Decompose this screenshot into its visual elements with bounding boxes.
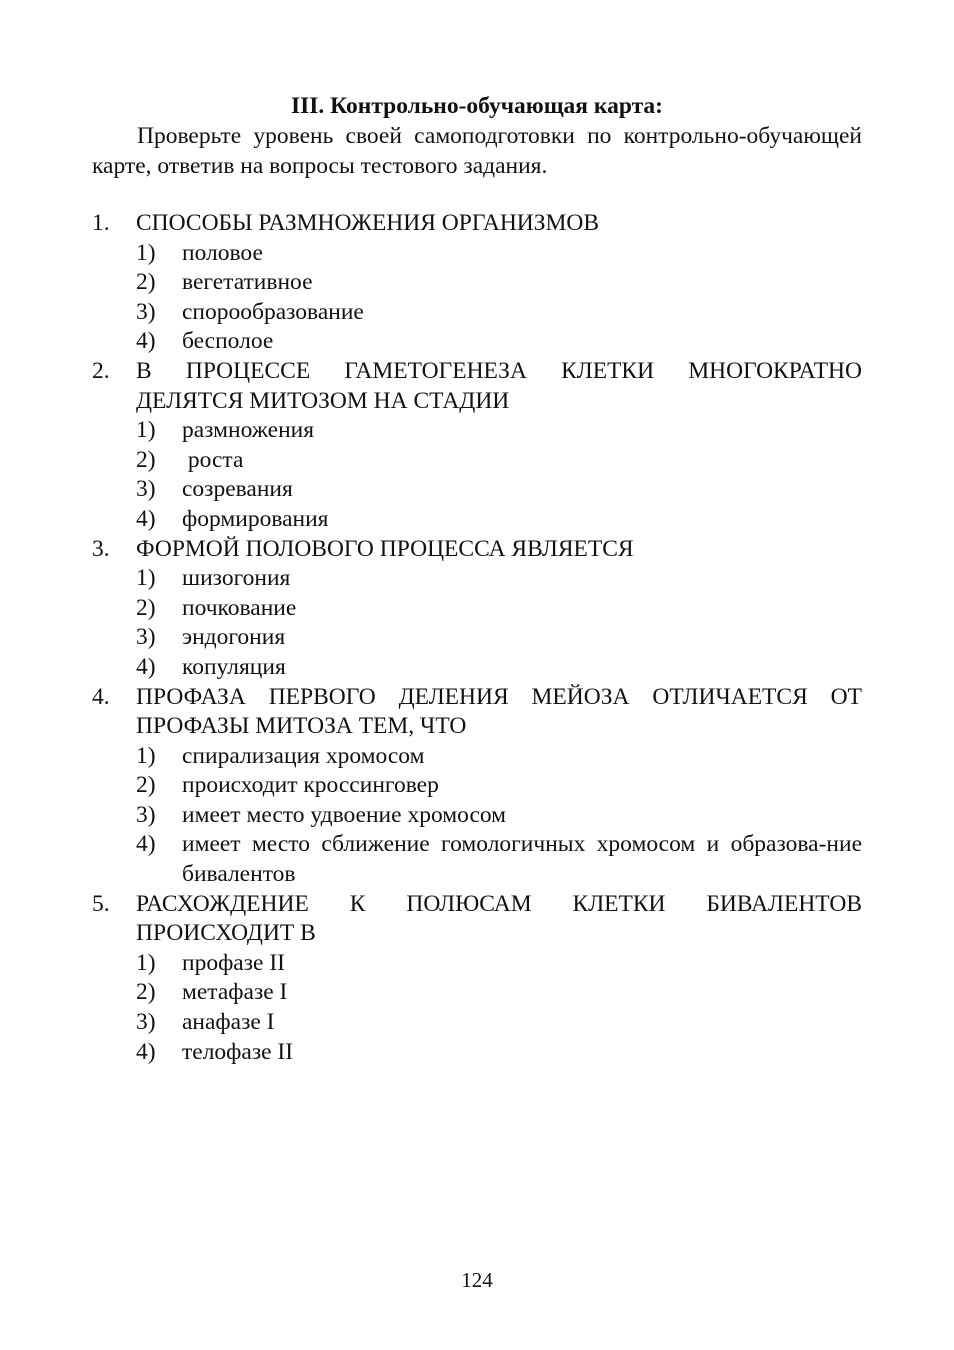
answer-option xyxy=(136,771,862,801)
answer-text: метафазе I xyxy=(182,979,288,1006)
answer-number: 3) xyxy=(136,476,156,503)
answer-number: 4) xyxy=(136,831,156,858)
answer-number: 1) xyxy=(136,565,156,592)
answer-option xyxy=(136,978,862,1008)
intro-paragraph: Проверьте уровень своей самоподготовки по контрольно-обучающей карте, ответив на вопросы тестового задания. xyxy=(92,123,862,179)
answer-option xyxy=(136,653,862,683)
answer-option xyxy=(136,623,862,653)
answer-option xyxy=(136,1008,862,1038)
answer-text: эндогония xyxy=(182,624,286,651)
answer-number: 4) xyxy=(136,328,156,355)
page-number: 124 xyxy=(461,1268,493,1292)
answer-number: 2) xyxy=(136,979,156,1006)
answer-text: профазе II xyxy=(182,949,285,976)
answer-number: 3) xyxy=(136,1009,156,1036)
question-number: 5. xyxy=(92,890,110,917)
answer-number: 2) xyxy=(136,446,156,473)
answer-number: 4) xyxy=(136,1038,156,1065)
answer-text: вегетативное xyxy=(182,269,313,296)
answer-list xyxy=(136,239,862,357)
question-number: 3. xyxy=(92,535,110,562)
answer-list xyxy=(136,564,862,682)
answer-option xyxy=(136,949,862,979)
answer-text: телофазе II xyxy=(182,1038,294,1065)
answer-number: 2) xyxy=(136,269,156,296)
answer-number: 1) xyxy=(136,742,156,769)
question-list xyxy=(92,209,868,1067)
answer-option xyxy=(136,475,862,505)
answer-option xyxy=(136,239,862,269)
answer-number: 1) xyxy=(136,949,156,976)
answer-text: копуляция xyxy=(182,653,286,680)
answer-number: 3) xyxy=(136,624,156,651)
question-item xyxy=(92,683,868,890)
answer-list xyxy=(136,416,862,534)
answer-option xyxy=(136,594,862,624)
answer-text: анафазе I xyxy=(182,1009,275,1036)
answer-text: созревания xyxy=(182,476,293,503)
answer-number: 2) xyxy=(136,594,156,621)
answer-number: 1) xyxy=(136,239,156,266)
answer-list xyxy=(136,949,862,1067)
answer-option xyxy=(136,416,862,446)
answer-number: 3) xyxy=(136,298,156,325)
answer-text: формирования xyxy=(182,505,329,532)
question-item xyxy=(92,890,862,1068)
answer-text: происходит кроссинговер xyxy=(182,772,439,799)
answer-option xyxy=(136,742,862,772)
question-number: 1. xyxy=(92,210,110,236)
answer-option xyxy=(136,564,862,594)
question-item xyxy=(92,535,862,683)
question-text: В ПРОЦЕССЕ ГАМЕТОГЕНЕЗА КЛЕТКИ МНОГОКРАТНО ДЕЛЯТСЯ МИТОЗОМ НА СТАДИИ xyxy=(136,357,862,414)
answer-option xyxy=(136,801,862,831)
answer-option xyxy=(136,268,862,298)
answer-text: роста xyxy=(182,446,244,473)
answer-text: спорообразование xyxy=(182,298,364,325)
question-item xyxy=(92,357,862,535)
section-heading: III. Контрольно-обучающая карта: xyxy=(290,93,663,119)
question-text: ФОРМОЙ ПОЛОВОГО ПРОЦЕССА ЯВЛЯЕТСЯ xyxy=(136,535,634,562)
answer-text: размножения xyxy=(182,417,315,444)
answer-option xyxy=(136,830,868,889)
answer-number: 1) xyxy=(136,417,156,444)
answer-text: спирализация хромосом xyxy=(182,742,425,769)
answer-text: имеет место сближение гомологичных хромосом и образова-ние бивалентов xyxy=(182,831,868,888)
answer-option xyxy=(136,505,862,535)
answer-text: почкование xyxy=(182,594,297,621)
answer-text: шизогония xyxy=(182,565,291,592)
answer-option xyxy=(136,298,862,328)
answer-text: половое xyxy=(182,239,263,266)
answer-text: бесполое xyxy=(182,328,274,355)
answer-list xyxy=(136,742,868,890)
question-text: РАСХОЖДЕНИЕ К ПОЛЮСАМ КЛЕТКИ БИВАЛЕНТОВ ПРОИСХОДИТ В xyxy=(136,890,862,947)
answer-number: 4) xyxy=(136,653,156,680)
question-number: 4. xyxy=(92,683,110,710)
question-number: 2. xyxy=(92,357,110,384)
answer-option xyxy=(136,327,862,357)
answer-option xyxy=(136,446,862,476)
question-text: СПОСОБЫ РАЗМНОЖЕНИЯ ОРГАНИЗМОВ xyxy=(136,210,600,236)
answer-number: 2) xyxy=(136,772,156,799)
question-item xyxy=(92,209,862,357)
answer-text: имеет место удвоение хромосом xyxy=(182,801,507,828)
answer-number: 3) xyxy=(136,801,156,828)
answer-number: 4) xyxy=(136,505,156,532)
answer-option xyxy=(136,1038,862,1068)
question-text: ПРОФАЗА ПЕРВОГО ДЕЛЕНИЯ МЕЙОЗА ОТЛИЧАЕТСЯ ОТ ПРОФАЗЫ МИТОЗА ТЕМ, ЧТО xyxy=(136,683,862,740)
